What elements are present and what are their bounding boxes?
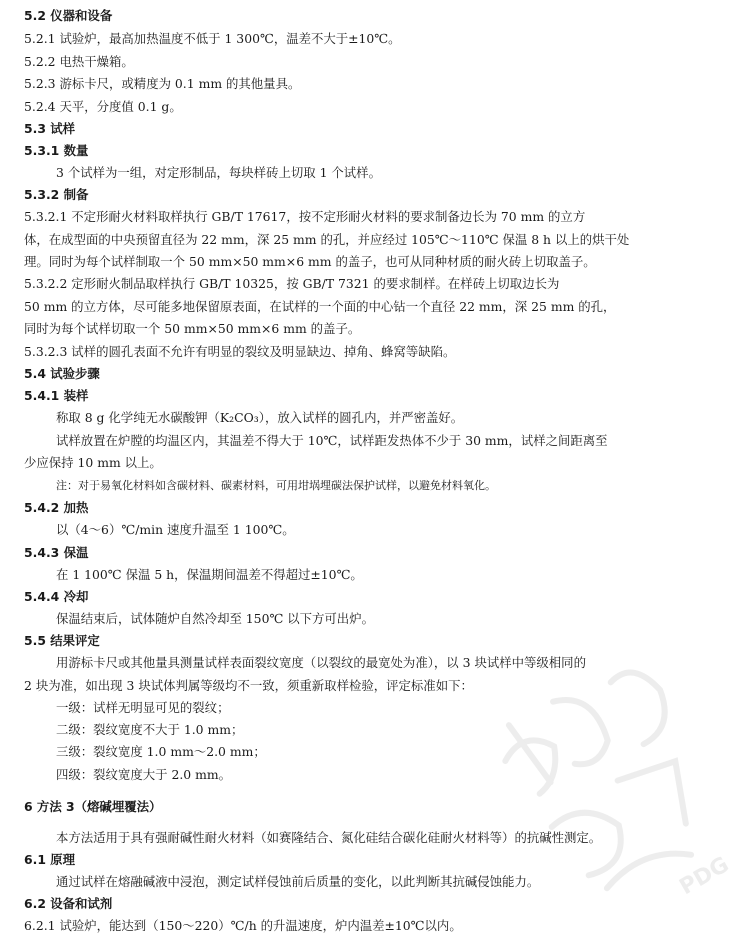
body-text-line: 通过试样在熔融碱液中浸泡，测定试样侵蚀前后质量的变化，以此判断其抗碱侵蚀能力。 [56,874,540,889]
watermark-label: PDG [675,852,734,901]
body-text-line: 5.2.4 天平，分度值 0.1 g。 [24,99,182,114]
body-text-line: 一级：试样无明显可见的裂纹； [56,700,230,715]
body-text-line: 少应保持 10 mm 以上。 [24,455,162,470]
section-heading: 5.4.1 装样 [24,388,89,403]
body-text-line: 5.2.2 电热干燥箱。 [24,54,134,69]
body-text-line: 试样放置在炉膛的均温区内，其温差不得大于 10℃，试样距发热体不少于 30 mm，试样之间距离至 [56,433,608,448]
body-text-line: 50 mm 的立方体，尽可能多地保留原表面，在试样的一个面的中心钻一个直径 22 mm，深 25 mm 的孔， [24,299,616,314]
section-heading: 5.4.4 冷却 [24,589,89,604]
body-text-line: 保温结束后，试体随炉自然冷却至 150℃ 以下方可出炉。 [56,611,374,626]
body-text-line: 在 1 100℃ 保温 5 h，保温期间温差不得超过±10℃。 [56,567,363,582]
section-heading: 5.5 结果评定 [24,633,100,648]
body-text-line: 以（4～6）℃/min 速度升温至 1 100℃。 [56,522,295,537]
body-text-line: 理。同时为每个试样制取一个 50 mm×50 mm×6 mm 的盖子，也可从同种材质的耐火砖上切取盖子。 [24,254,596,269]
body-text-line: 本方法适用于具有强耐碱性耐火材料（如赛隆结合、氮化硅结合碳化硅耐火材料等）的抗碱性测定。 [56,830,602,845]
section-heading: 5.3 试样 [24,121,76,136]
body-text-line: 6.2.1 试验炉，能达到（150～220）℃/h 的升温速度，炉内温差±10℃以内。 [24,918,462,933]
section-heading: 5.4.2 加热 [24,500,89,515]
body-text-line: 5.3.2.3 试样的圆孔表面不允许有明显的裂纹及明显缺边、掉角、蜂窝等缺陷。 [24,344,456,359]
body-text-line: 同时为每个试样切取一个 50 mm×50 mm×6 mm 的盖子。 [24,321,361,336]
section-heading: 6.2 设备和试剂 [24,896,113,911]
section-heading: 5.3.2 制备 [24,187,89,202]
body-text-line: 二级：裂纹宽度不大于 1.0 mm； [56,722,244,737]
section-heading: 5.3.1 数量 [24,143,89,158]
section-heading: 5.2 仪器和设备 [24,8,113,23]
body-text-line: 2 块为准，如出现 3 块试体判属等级均不一致，须重新取样检验，评定标准如下： [24,678,473,693]
section-heading: 6.1 原理 [24,852,76,867]
body-text-line: 四级：裂纹宽度大于 2.0 mm。 [56,767,231,782]
section-heading: 6 方法 3（熔碱埋覆法） [24,799,162,814]
section-heading: 5.4.3 保温 [24,545,89,560]
body-text-line: 称取 8 g 化学纯无水碳酸钾（K₂CO₃），放入试样的圆孔内，并严密盖好。 [56,410,464,425]
body-text-line: 5.2.1 试验炉，最高加热温度不低于 1 300℃，温差不大于±10℃。 [24,31,401,46]
body-text-line: 3 个试样为一组，对定形制品，每块样砖上切取 1 个试样。 [56,165,381,180]
body-text-line: 5.3.2.1 不定形耐火材料取样执行 GB/T 17617，按不定形耐火材料的要求制备边长为 70 mm 的立方 [24,209,586,224]
body-text-line: 5.3.2.2 定形耐火制品取样执行 GB/T 10325，按 GB/T 7321 的要求制样。在样砖上切取边长为 [24,276,560,291]
body-text-line: 5.2.3 游标卡尺，或精度为 0.1 mm 的其他量具。 [24,76,301,91]
section-heading: 5.4 试验步骤 [24,366,100,381]
body-text-line: 三级：裂纹宽度 1.0 mm～2.0 mm； [56,744,266,759]
note-text: 注：对于易氧化材料如含碳材料、碳素材料，可用坩埚埋碳法保护试样，以避免材料氧化。 [56,479,496,492]
body-text-line: 用游标卡尺或其他量具测量试样表面裂纹宽度（以裂纹的最宽处为准），以 3 块试样中等级相同的 [56,655,586,670]
body-text-line: 体，在成型面的中央预留直径为 22 mm，深 25 mm 的孔，并应经过 105℃～110℃ 保温 8 h 以上的烘干处 [24,232,630,247]
